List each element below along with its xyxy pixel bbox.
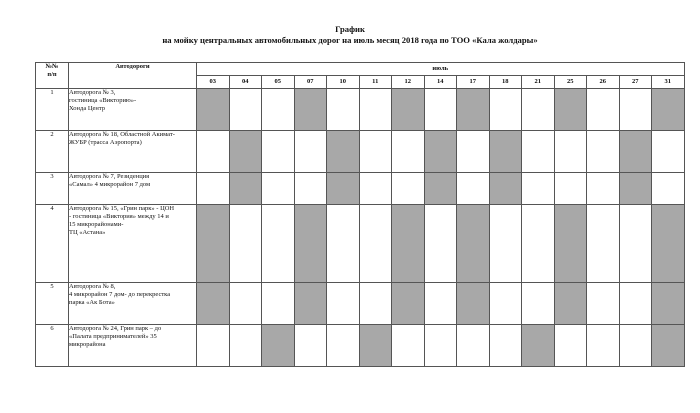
- day-header: 12: [392, 76, 425, 89]
- wash-day-cell: [554, 205, 587, 283]
- no-wash-cell: [457, 325, 490, 367]
- no-wash-cell: [262, 173, 295, 205]
- day-header: 25: [554, 76, 587, 89]
- day-header: 18: [489, 76, 522, 89]
- no-wash-cell: [359, 131, 392, 173]
- day-header: 03: [197, 76, 230, 89]
- no-wash-cell: [229, 325, 262, 367]
- no-wash-cell: [359, 283, 392, 325]
- no-wash-cell: [262, 283, 295, 325]
- column-header-number: [36, 63, 69, 89]
- no-wash-cell: [359, 205, 392, 283]
- no-wash-cell: [424, 283, 457, 325]
- no-wash-cell: [359, 173, 392, 205]
- row-number: 2: [36, 131, 69, 173]
- no-wash-cell: [392, 131, 425, 173]
- day-header: 27: [619, 76, 652, 89]
- no-wash-cell: [229, 283, 262, 325]
- no-wash-cell: [522, 131, 555, 173]
- wash-day-cell: [424, 173, 457, 205]
- road-name-line: Автодорога № 15, «Грин парк» - ЦОН: [69, 205, 175, 212]
- wash-day-cell: [652, 283, 685, 325]
- no-wash-cell: [327, 325, 360, 367]
- no-wash-cell: [457, 131, 490, 173]
- table-row: [36, 173, 685, 205]
- wash-day-cell: [359, 325, 392, 367]
- wash-day-cell: [229, 131, 262, 173]
- road-name-line: гостиница «Викторию»-: [69, 97, 137, 104]
- no-wash-cell: [587, 89, 620, 131]
- wash-day-cell: [652, 325, 685, 367]
- row-number: 6: [36, 325, 69, 367]
- wash-day-cell: [457, 89, 490, 131]
- wash-day-cell: [522, 325, 555, 367]
- no-wash-cell: [587, 173, 620, 205]
- wash-day-cell: [619, 173, 652, 205]
- road-name-line: Автодорога № 24, Грин парк – до: [69, 325, 162, 332]
- no-wash-cell: [587, 325, 620, 367]
- title-subheading: на мойку центральных автомобильных дорог на июль месяц 2018 года по ТОО «Кала жолдары»: [162, 34, 538, 45]
- no-wash-cell: [424, 325, 457, 367]
- wash-day-cell: [294, 89, 327, 131]
- road-name: [69, 131, 197, 173]
- table-row: [36, 89, 685, 131]
- road-name: [69, 283, 197, 325]
- no-wash-cell: [489, 325, 522, 367]
- column-header-roads: Автодороги: [69, 63, 197, 89]
- wash-day-cell: [197, 89, 230, 131]
- wash-day-cell: [554, 89, 587, 131]
- no-wash-cell: [262, 205, 295, 283]
- road-name-line: Хонда Центр: [69, 105, 106, 112]
- column-header-number-line: п/п: [47, 71, 57, 78]
- no-wash-cell: [554, 325, 587, 367]
- road-name-line: - гостиница «Виктория» между 14 и: [69, 213, 169, 220]
- wash-day-cell: [392, 205, 425, 283]
- road-name-line: 15 микрорайонами-: [69, 221, 124, 228]
- no-wash-cell: [197, 325, 230, 367]
- table-row: [36, 131, 685, 173]
- no-wash-cell: [197, 173, 230, 205]
- no-wash-cell: [197, 131, 230, 173]
- no-wash-cell: [489, 283, 522, 325]
- no-wash-cell: [522, 283, 555, 325]
- wash-day-cell: [489, 173, 522, 205]
- wash-day-cell: [457, 205, 490, 283]
- row-number: 5: [36, 283, 69, 325]
- no-wash-cell: [327, 205, 360, 283]
- no-wash-cell: [554, 131, 587, 173]
- row-number: 1: [36, 89, 69, 131]
- day-header: 14: [424, 76, 457, 89]
- wash-day-cell: [652, 205, 685, 283]
- table-row: [36, 205, 685, 283]
- day-header: 26: [587, 76, 620, 89]
- row-number: 3: [36, 173, 69, 205]
- day-header: 04: [229, 76, 262, 89]
- road-name-line: ЖУБР (трасса Аэропорта): [69, 139, 142, 146]
- no-wash-cell: [327, 89, 360, 131]
- header-row: [36, 63, 685, 76]
- wash-day-cell: [652, 89, 685, 131]
- wash-day-cell: [457, 283, 490, 325]
- no-wash-cell: [587, 283, 620, 325]
- no-wash-cell: [489, 205, 522, 283]
- day-header: 05: [262, 76, 295, 89]
- day-header: 10: [327, 76, 360, 89]
- no-wash-cell: [587, 205, 620, 283]
- table-row: [36, 325, 685, 367]
- wash-day-cell: [327, 173, 360, 205]
- schedule-table: [35, 62, 685, 367]
- road-name-line: микрорайона: [69, 341, 106, 348]
- wash-day-cell: [262, 325, 295, 367]
- no-wash-cell: [424, 89, 457, 131]
- wash-day-cell: [197, 283, 230, 325]
- row-number: 4: [36, 205, 69, 283]
- no-wash-cell: [392, 325, 425, 367]
- no-wash-cell: [522, 205, 555, 283]
- wash-day-cell: [294, 283, 327, 325]
- road-name: [69, 89, 197, 131]
- day-header: 31: [652, 76, 685, 89]
- wash-day-cell: [554, 283, 587, 325]
- no-wash-cell: [554, 173, 587, 205]
- wash-day-cell: [392, 89, 425, 131]
- month-header: июль: [197, 63, 685, 76]
- no-wash-cell: [294, 325, 327, 367]
- no-wash-cell: [619, 283, 652, 325]
- no-wash-cell: [587, 131, 620, 173]
- column-header-number-line: №№: [45, 63, 59, 70]
- table-row: [36, 283, 685, 325]
- no-wash-cell: [522, 89, 555, 131]
- document-title: [0, 24, 700, 45]
- road-name-line: парка «Ак Бота»: [69, 299, 115, 306]
- no-wash-cell: [489, 89, 522, 131]
- road-name-line: 4 микрорайон 7 дом- до перекрестка: [69, 291, 171, 298]
- road-name-line: «Палата предпринимателей» 35: [69, 333, 157, 340]
- no-wash-cell: [392, 173, 425, 205]
- no-wash-cell: [359, 89, 392, 131]
- no-wash-cell: [619, 205, 652, 283]
- day-header: 21: [522, 76, 555, 89]
- no-wash-cell: [652, 173, 685, 205]
- no-wash-cell: [262, 131, 295, 173]
- no-wash-cell: [619, 325, 652, 367]
- no-wash-cell: [229, 89, 262, 131]
- no-wash-cell: [619, 89, 652, 131]
- road-name-line: Автодорога № 3,: [69, 89, 116, 96]
- road-name-line: Автодорога № 8,: [69, 283, 116, 290]
- wash-day-cell: [294, 205, 327, 283]
- road-name: [69, 205, 197, 283]
- wash-day-cell: [197, 205, 230, 283]
- road-name: [69, 173, 197, 205]
- day-header: 11: [359, 76, 392, 89]
- road-name-line: «Самал» 4 микрорайон 7 дом: [69, 181, 151, 188]
- day-header: 17: [457, 76, 490, 89]
- no-wash-cell: [652, 131, 685, 173]
- no-wash-cell: [229, 205, 262, 283]
- wash-day-cell: [619, 131, 652, 173]
- no-wash-cell: [522, 173, 555, 205]
- no-wash-cell: [327, 283, 360, 325]
- road-name-line: ТЦ «Астана»: [69, 229, 106, 236]
- wash-day-cell: [327, 131, 360, 173]
- day-header: 07: [294, 76, 327, 89]
- road-name-line: Автодорога № 7, Резиденция: [69, 173, 150, 180]
- no-wash-cell: [294, 131, 327, 173]
- wash-day-cell: [392, 283, 425, 325]
- wash-day-cell: [424, 131, 457, 173]
- road-name-line: Автодорога № 18, Областной Акимат-: [69, 131, 175, 138]
- wash-day-cell: [489, 131, 522, 173]
- road-name: [69, 325, 197, 367]
- wash-day-cell: [229, 173, 262, 205]
- no-wash-cell: [262, 89, 295, 131]
- no-wash-cell: [457, 173, 490, 205]
- no-wash-cell: [424, 205, 457, 283]
- title-heading: График: [335, 24, 365, 34]
- no-wash-cell: [294, 173, 327, 205]
